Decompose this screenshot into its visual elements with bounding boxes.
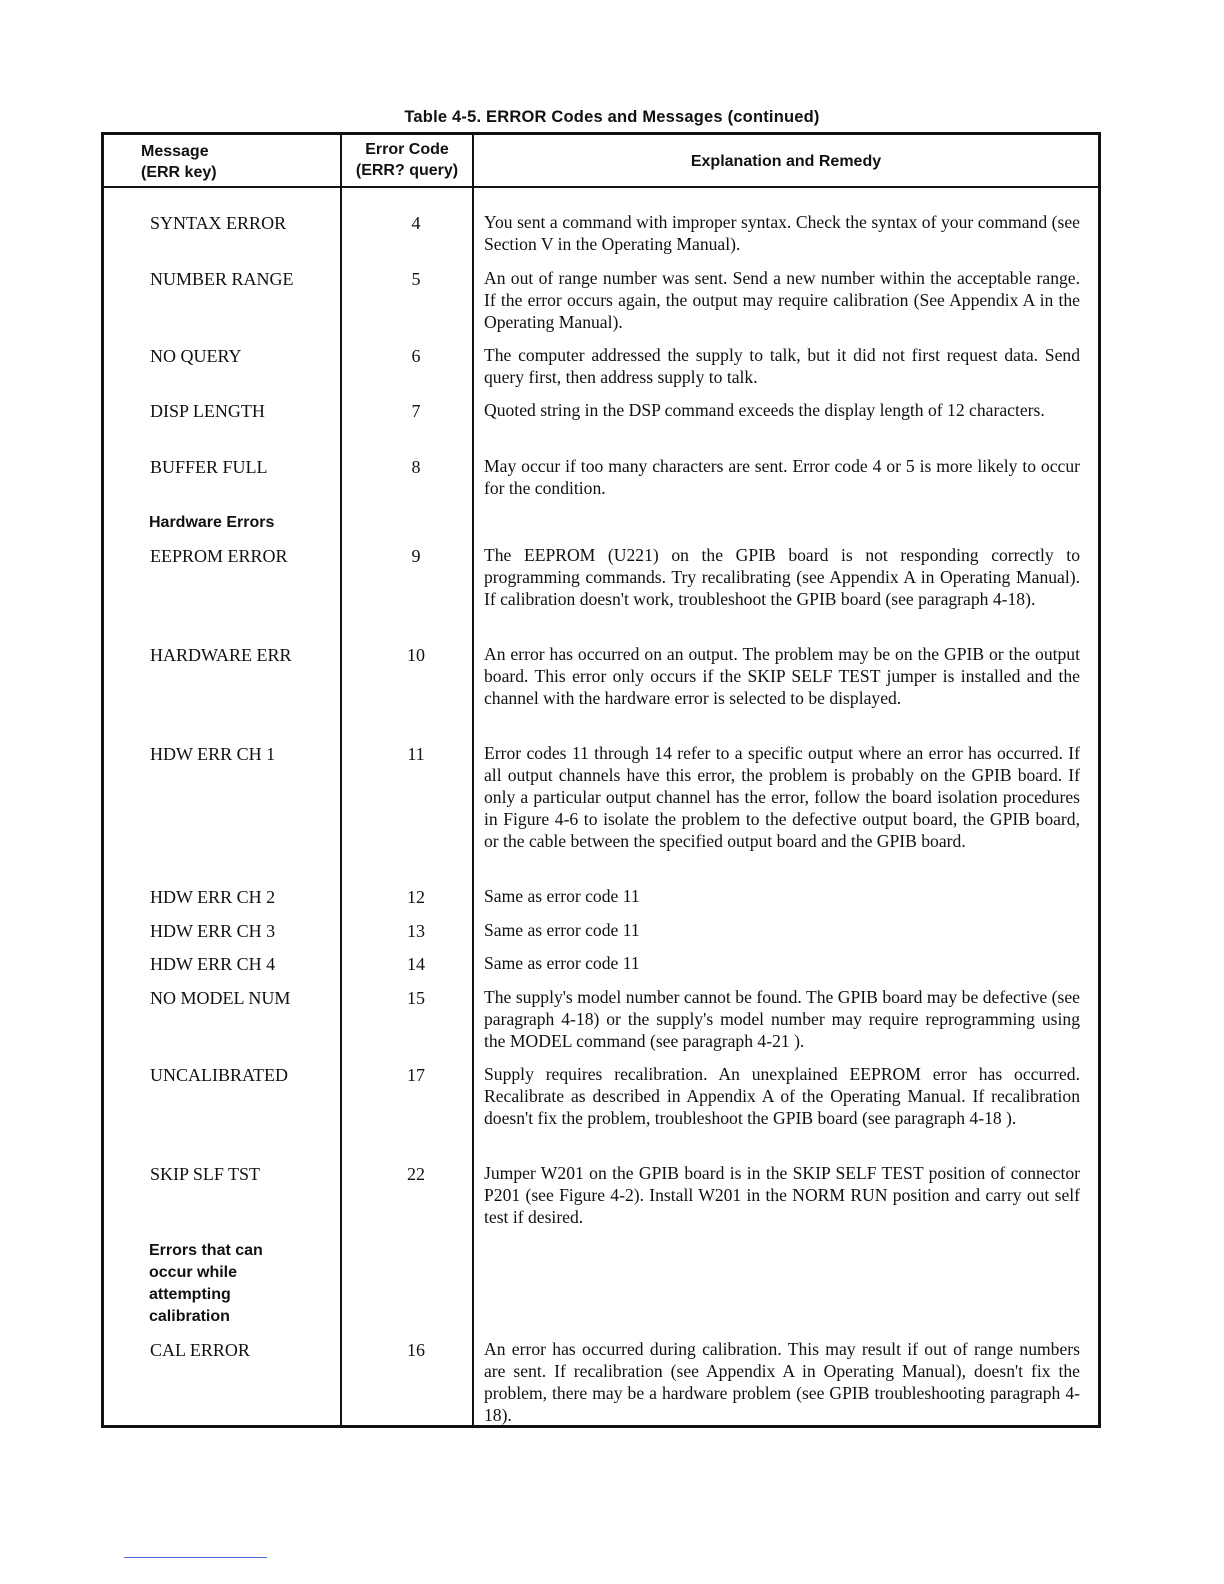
- row-code: 6: [411, 346, 421, 366]
- row-explanation: You sent a command with improper syntax. Check the syntax of your command (see Section V in the Operating Manual).: [484, 212, 1080, 254]
- row-message: HDW ERR CH 2: [150, 887, 276, 907]
- table-title: Table 4-5. ERROR Codes and Messages (continued): [404, 108, 820, 126]
- row-message: HDW ERR CH 1: [150, 744, 276, 764]
- header-code-line2: (ERR? query): [355, 162, 459, 179]
- row-explanation: An error has occurred on an output. The problem may be on the GPIB or the output board. This error only occurs if the SKIP SELF TEST jumper is installed and the channel with the hardware error is selected to be displayed.: [484, 644, 1080, 708]
- header-explanation: Explanation and Remedy: [690, 153, 882, 170]
- footer-rule: [124, 1557, 267, 1558]
- row-code: 22: [407, 1164, 425, 1184]
- row-explanation: Supply requires recalibration. An unexplained EEPROM error has occurred. Recalibrate as described in Appendix A of the Operating Manual. If recalibration doesn't fix the problem, troubleshoot the GPIB board (see paragraph 4-18 ).: [484, 1064, 1080, 1128]
- row-code: 17: [407, 1065, 425, 1085]
- row-code: 14: [407, 954, 425, 974]
- header-error-code: [342, 139, 472, 181]
- row-code: 11: [407, 744, 425, 764]
- row-explanation: The computer addressed the supply to talk, but it did not first request data. Send query first, then address supply to talk.: [484, 345, 1080, 387]
- row-code: 9: [411, 546, 421, 566]
- row-explanation: Quoted string in the DSP command exceeds the display length of 12 characters.: [484, 400, 1045, 420]
- row-explanation: May occur if too many characters are sent. Error code 4 or 5 is more likely to occur for the condition.: [484, 456, 1080, 498]
- row-explanation: The EEPROM (U221) on the GPIB board is not responding correctly to programming commands. Try recalibrating (see Appendix A in Operating Manual). If calibration doesn't work, troubleshoot the GPIB board (see paragraph 4-18).: [484, 545, 1080, 609]
- row-code: 10: [407, 645, 425, 665]
- row-explanation: Jumper W201 on the GPIB board is in the SKIP SELF TEST position of connector P201 (see Figure 4-2). Install W201 in the NORM RUN position and carry out self test if desired.: [484, 1163, 1080, 1227]
- error-codes-table: [101, 132, 1101, 1428]
- row-code: 16: [407, 1340, 425, 1360]
- header-message-line1: Message: [141, 143, 209, 160]
- row-code: 4: [411, 213, 421, 233]
- row-message: UNCALIBRATED: [150, 1065, 288, 1085]
- row-message: SYNTAX ERROR: [150, 213, 287, 233]
- row-code: 13: [407, 921, 425, 941]
- row-code: 8: [411, 457, 421, 477]
- row-message: NUMBER RANGE: [150, 269, 294, 289]
- row-message: HARDWARE ERR: [150, 645, 292, 665]
- row-code: 15: [407, 988, 425, 1008]
- row-explanation: Same as error code 11: [484, 920, 640, 940]
- header-message-line2: (ERR key): [141, 164, 217, 181]
- column-divider-2: [472, 135, 474, 1425]
- header-divider: [104, 186, 1098, 188]
- row-message: HDW ERR CH 4: [150, 954, 276, 974]
- row-message: BUFFER FULL: [150, 457, 268, 477]
- row-explanation: An error has occurred during calibration. This may result if out of range numbers are sent. If recalibration (see Appendix A in Operating Manual), doesn't fix the problem, there may be a hardware problem (see GPIB troubleshooting paragraph 4-18).: [484, 1339, 1080, 1425]
- header-code-line1: Error Code: [365, 141, 449, 158]
- row-message: SKIP SLF TST: [150, 1164, 261, 1184]
- header-message: [141, 141, 217, 183]
- row-message: CAL ERROR: [150, 1340, 250, 1360]
- row-code: 7: [411, 401, 421, 421]
- row-explanation: Same as error code 11: [484, 953, 640, 973]
- row-code: 12: [407, 887, 425, 907]
- row-code: 5: [411, 269, 421, 289]
- row-message: HDW ERR CH 3: [150, 921, 276, 941]
- row-message: DISP LENGTH: [150, 401, 265, 421]
- section-heading-calibration: Errors that can occur while attempting calibration: [149, 1242, 263, 1325]
- row-message: NO MODEL NUM: [150, 988, 291, 1008]
- row-explanation: The supply's model number cannot be found. The GPIB board may be defective (see paragraph 4-18) or the supply's model number may require reprogramming using the MODEL command (see paragraph 4-21 ).: [484, 987, 1080, 1051]
- column-divider-1: [340, 135, 342, 1425]
- section-heading-hardware: Hardware Errors: [149, 514, 275, 531]
- row-explanation: Same as error code 11: [484, 886, 640, 906]
- row-message: NO QUERY: [150, 346, 242, 366]
- row-explanation: Error codes 11 through 14 refer to a specific output where an error has occurred. If all output channels have this error, the problem is probably on the GPIB board. If only a particular output channel has the error, follow the board isolation procedures in Figure 4-6 to isolate the problem to the defective output board, the GPIB board, or the cable between the specified output board and the GPIB board.: [484, 743, 1080, 851]
- row-message: EEPROM ERROR: [150, 546, 288, 566]
- row-explanation: An out of range number was sent. Send a new number within the acceptable range. If the error occurs again, the output may require calibration (See Appendix A in the Operating Manual).: [484, 268, 1080, 332]
